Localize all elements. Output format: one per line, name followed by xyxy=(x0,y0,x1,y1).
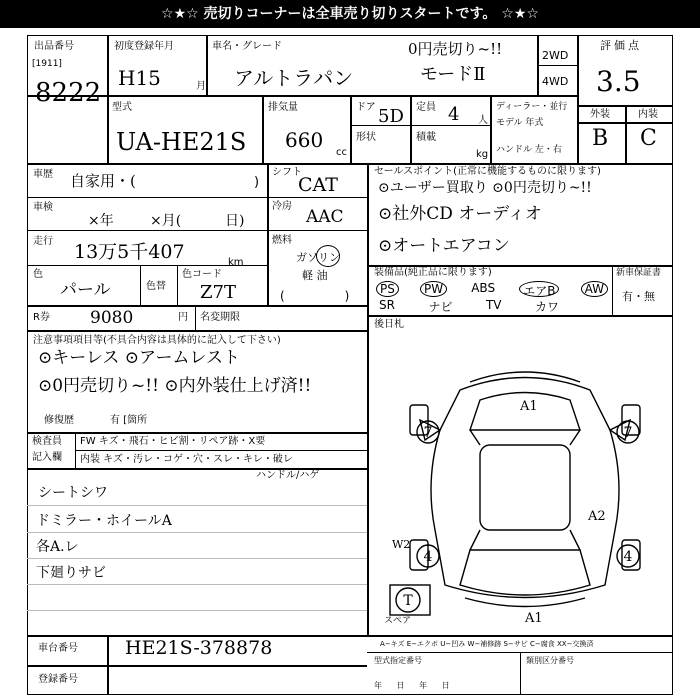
equipment-item: カワ xyxy=(534,300,559,314)
damage-w2: W2 xyxy=(392,538,411,551)
model-value: UA-HE21S xyxy=(116,128,247,156)
model-label: 型式 xyxy=(112,102,132,113)
capacity-value: 4 xyxy=(448,104,460,125)
fuel-gas: ガソリン xyxy=(296,251,340,264)
exterior-label: 外装 xyxy=(590,109,610,120)
ac-label: 冷房 xyxy=(272,201,292,212)
car-name: アルトラパン xyxy=(234,66,354,90)
sales-point-2: ⊙社外CD オーディオ xyxy=(378,204,542,224)
recycle-value: 9080 xyxy=(90,308,134,328)
repair-history-value: 有 [箇所 xyxy=(110,415,148,426)
chassis-number: HE21S-378878 xyxy=(125,637,273,659)
equipment-item: AW xyxy=(581,281,608,297)
tire-7-front-left: 7 xyxy=(423,425,433,441)
car-diagram xyxy=(380,360,670,625)
mileage-value: 13万5千407 xyxy=(74,241,185,263)
chassis-label: 車台番号 xyxy=(38,643,78,654)
model-year-label: モデル 年式 xyxy=(496,118,544,128)
shift-value: CAT xyxy=(298,174,338,196)
sales-point-1: ⊙ユーザー買取り ⊙0円売切り~!! xyxy=(378,180,592,196)
drive-4wd: 4WD xyxy=(542,75,569,88)
shaken-day: 日) xyxy=(225,213,245,229)
shaken-month: ×月( xyxy=(150,213,182,229)
mileage-label: 走行 xyxy=(33,236,53,247)
fuel-gas-circle xyxy=(316,245,340,267)
displacement-unit: cc xyxy=(336,147,347,158)
shaken-label: 車検 xyxy=(33,202,53,213)
car-grade: モードⅡ xyxy=(420,64,486,85)
shape-label: 形状 xyxy=(356,132,376,143)
dealer-label: ディーラー・並行 xyxy=(496,102,568,112)
car-name-label: 車名・グレード xyxy=(212,41,282,52)
history-label: 車歴 xyxy=(33,169,53,180)
capacity-unit: 人 xyxy=(478,115,488,126)
spare-tire-mark: T xyxy=(403,593,413,609)
name-change-label: 名変期限 xyxy=(200,312,240,323)
fuel-label: 燃料 xyxy=(272,235,292,246)
inspector-row-2: 内装 キズ・汚レ・コゲ・穴・スレ・キレ・破レ xyxy=(80,454,293,465)
banner: ☆★☆ 売切りコーナーは全車売り切りスタートです。 ☆★☆ xyxy=(0,0,700,28)
notes-line-2: ⊙0円売切り~!! ⊙内外装仕上げ済!! xyxy=(38,376,312,396)
after-market-label: 後日札 xyxy=(374,319,404,330)
score-label: 評価点 xyxy=(600,39,642,52)
inspector-label: 検査員 xyxy=(32,436,62,447)
history-value: 自家用・( xyxy=(70,172,136,190)
handwritten-note-1: シートシワ xyxy=(38,485,108,501)
equipment-item: エアB xyxy=(519,281,559,297)
notes-header: 注意事項項目等(不具合内容は具体的に記入して下さい) xyxy=(33,335,281,346)
handwritten-note-3: 各A.レ xyxy=(36,539,79,555)
payload-unit: kg xyxy=(476,149,489,160)
handwritten-note-2: ドミラー・ホイールA xyxy=(36,513,172,529)
color-code: Z7T xyxy=(200,282,236,303)
sales-points-header: セールスポイント(正常に機能するものに限ります) xyxy=(374,166,601,177)
inspector-entry-label: 記入欄 xyxy=(32,452,62,463)
category-label: 類別区分番号 xyxy=(526,656,574,665)
spare-label: スペア xyxy=(384,616,412,626)
mileage-unit: km xyxy=(228,257,244,268)
color-code-label: 色コード xyxy=(182,269,222,280)
type-spec-label: 型式指定番号 xyxy=(374,656,422,665)
equipment-item: PS xyxy=(376,281,399,297)
damage-a1-bottom: A1 xyxy=(525,611,543,625)
exterior-grade: B xyxy=(592,126,609,151)
capacity-label: 定員 xyxy=(416,102,436,113)
doors-label: ドア xyxy=(356,102,376,113)
displacement-label: 排気量 xyxy=(268,102,298,113)
fuel-paren: ( ) xyxy=(280,289,350,303)
lot-number: 8222 xyxy=(35,78,102,108)
reg-no-label: 登録番号 xyxy=(38,674,78,685)
tire-7-front-right: 7 xyxy=(623,425,633,441)
equipment-header: 装備品(純正品に限ります) xyxy=(374,267,492,278)
damage-a1-top: A1 xyxy=(520,399,538,414)
lot-sub: [1911] xyxy=(32,59,62,69)
warranty-options: 有・無 xyxy=(622,290,655,303)
interior-label: 内装 xyxy=(638,109,658,120)
interior-grade: C xyxy=(640,126,657,151)
first-reg-year: H15 xyxy=(118,66,161,90)
equipment-item: TV xyxy=(485,298,502,312)
tire-4-rear-right: 4 xyxy=(623,549,633,565)
fuel-diesel: 軽 油 xyxy=(302,269,328,282)
recycle-unit: 円 xyxy=(178,312,188,323)
inspector-sub-note: ハンドル/ハゲ xyxy=(256,470,320,481)
tone-label: 色替 xyxy=(146,281,166,292)
date-marks: 年 日 年 日 xyxy=(374,681,456,690)
payload-label: 積載 xyxy=(416,132,436,143)
handle-label: ハンドル 左・右 xyxy=(496,145,562,155)
first-reg-label: 初度登録年月 xyxy=(114,41,174,52)
warranty-label: 新車保証書 xyxy=(616,268,662,278)
equipment-row-2 xyxy=(376,298,562,314)
equipment-row-1 xyxy=(376,281,608,297)
repair-history-label: 修復歴 xyxy=(44,415,74,426)
history-close: ) xyxy=(254,175,260,190)
car-note: 0円売切り~!! xyxy=(408,40,503,58)
equipment-item: ナビ xyxy=(428,300,453,314)
sales-point-3: ⊙オートエアコン xyxy=(378,236,510,256)
shift-label: シフト xyxy=(272,167,302,178)
shaken-year: ×年 xyxy=(88,213,114,229)
drive-2wd: 2WD xyxy=(542,49,569,62)
inspector-row-1: FW キズ・飛石・ヒビ割・リペア跡・X要 xyxy=(80,436,266,447)
lot-label: 出品番号 xyxy=(34,41,74,52)
color-value: パール xyxy=(60,280,111,300)
equipment-item: SR xyxy=(379,298,395,312)
notes-line-1: ⊙キーレス ⊙アームレスト xyxy=(38,348,241,368)
doors-value: 5D xyxy=(378,106,404,127)
equipment-item: PW xyxy=(420,281,447,297)
displacement-value: 660 xyxy=(285,128,324,152)
score-value: 3.5 xyxy=(596,65,641,98)
damage-legend: A−キズ E−エクボ U−凹み W−補修跡 S−サビ C−腐食 XX−交換済 xyxy=(380,640,594,648)
ac-value: AAC xyxy=(306,207,344,227)
recycle-label: R券 xyxy=(33,312,50,323)
damage-a2: A2 xyxy=(588,509,606,524)
tire-4-rear-left: 4 xyxy=(423,549,433,565)
equipment-item: ABS xyxy=(471,281,496,295)
first-reg-month-unit: 月 xyxy=(196,81,206,92)
color-label: 色 xyxy=(33,269,43,280)
handwritten-note-4: 下廻りサビ xyxy=(36,565,106,581)
